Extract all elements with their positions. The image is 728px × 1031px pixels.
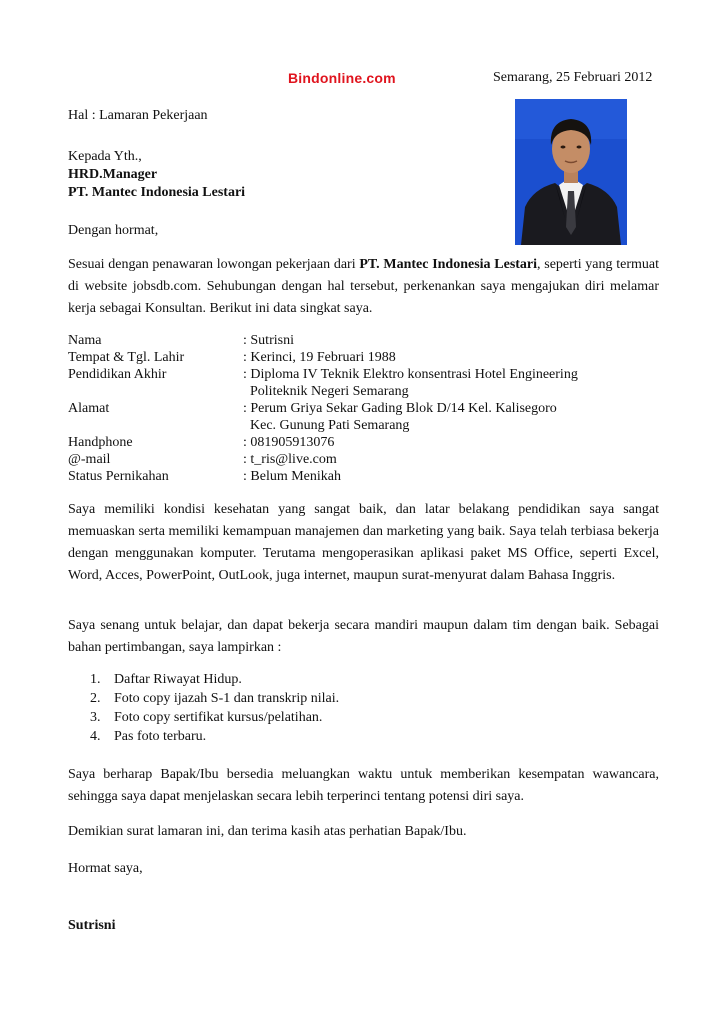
detail-value: Kec. Gunung Pati Semarang	[243, 418, 410, 433]
detail-value: : Belum Menikah	[243, 469, 341, 484]
detail-value: : 081905913076	[243, 435, 335, 450]
list-item	[90, 708, 339, 727]
detail-value: : t_ris@live.com	[243, 452, 337, 467]
intro-text-part2: , seperti yang termuat di website jobsdb.com. Sehubungan dengan hal tersebut, perkenankan saya mengajukan diri melamar kerja sebagai Konsultan. Berikut ini data singkat saya.	[68, 257, 659, 316]
list-number: 2.	[90, 691, 101, 706]
recipient-line-3: PT. Mantec Indonesia Lestari	[68, 185, 246, 200]
attachment-intro-paragraph: Saya senang untuk belajar, dan dapat bekerja secara mandiri maupun dalam tim dengan baik. Sebagai bahan pertimbangan, saya lampirkan :	[68, 618, 659, 655]
list-item	[90, 727, 339, 746]
detail-value: : Kerinci, 19 Februari 1988	[243, 350, 396, 365]
intro-text-part1: Sesuai dengan penawaran lowongan pekerjaan dari	[68, 257, 360, 272]
letter-date: Semarang, 25 Februari 2012	[493, 70, 653, 85]
detail-value: : Perum Griya Sekar Gading Blok D/14 Kel. Kalisegoro	[243, 401, 557, 416]
detail-label: Pendidikan Akhir	[68, 367, 167, 382]
intro-company-name: PT. Mantec Indonesia Lestari	[359, 257, 538, 272]
detail-label: Alamat	[68, 401, 110, 416]
detail-label: Handphone	[68, 435, 133, 450]
skills-paragraph: Saya memiliki kondisi kesehatan yang sangat baik, dan latar belakang pendidikan saya sangat memuaskan serta memiliki kemampuan manajemen dan marketing yang baik. Saya telah terbiasa bekerja dengan menggunakan komputer. Terutama mengoperasikan aplikasi paket MS Office, seperti Excel, Word, Acces, PowerPoint, OutLook, juga internet, maupun surat-menyurat dalam Bahasa Inggris.	[68, 502, 659, 583]
hope-paragraph: Saya berharap Bapak/Ibu bersedia meluangkan waktu untuk memberikan kesempatan wawancara, sehingga saya dapat menjelaskan secara lebih terperinci tentang potensi diri saya.	[68, 767, 659, 804]
intro-paragraph	[68, 254, 659, 320]
detail-value: : Sutrisni	[243, 333, 294, 348]
closing-paragraph: Demikian surat lamaran ini, dan terima kasih atas perhatian Bapak/Ibu.	[68, 824, 467, 839]
signature-name: Sutrisni	[68, 918, 116, 933]
list-number: 1.	[90, 672, 101, 687]
greeting: Dengan hormat,	[68, 223, 159, 238]
list-text: Daftar Riwayat Hidup.	[114, 672, 242, 687]
detail-label: Nama	[68, 333, 102, 348]
attachment-list	[90, 670, 339, 746]
detail-label: Tempat & Tgl. Lahir	[68, 350, 185, 365]
subject-line: Hal : Lamaran Pekerjaan	[68, 108, 208, 123]
closing-salutation: Hormat saya,	[68, 861, 143, 876]
list-item	[90, 689, 339, 708]
portrait-illustration	[515, 99, 627, 245]
brand-watermark: Bindonline.com	[288, 70, 396, 86]
detail-label: @-mail	[68, 452, 111, 467]
list-number: 4.	[90, 729, 101, 744]
recipient-line-2: HRD.Manager	[68, 167, 158, 182]
applicant-photo	[515, 99, 627, 245]
detail-label: Status Pernikahan	[68, 469, 169, 484]
list-text: Foto copy sertifikat kursus/pelatihan.	[114, 710, 323, 725]
list-item	[90, 670, 339, 689]
recipient-line-1: Kepada Yth.,	[68, 149, 142, 164]
detail-value: Politeknik Negeri Semarang	[243, 384, 409, 399]
detail-value: : Diploma IV Teknik Elektro konsentrasi Hotel Engineering	[243, 367, 578, 382]
list-text: Foto copy ijazah S-1 dan transkrip nilai.	[114, 691, 340, 706]
list-number: 3.	[90, 710, 101, 725]
list-text: Pas foto terbaru.	[114, 729, 207, 744]
